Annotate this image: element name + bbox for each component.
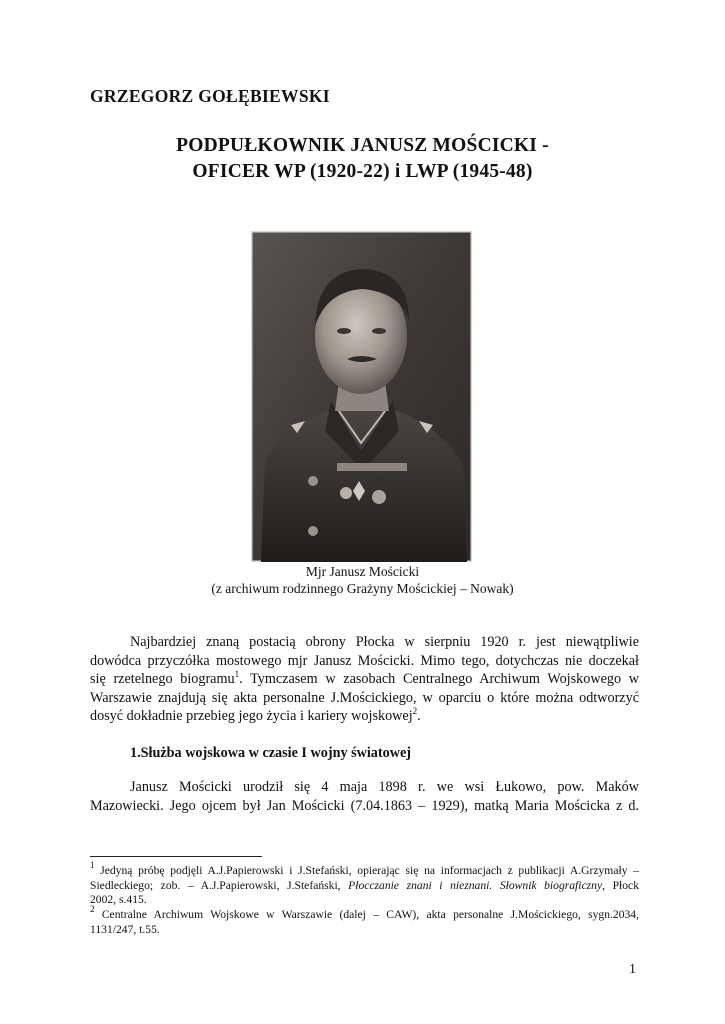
text-line: dowódca przyczółka mostowego mjr Janusz Mościcki. Mimo tego, dotychczas nie doczekał <box>90 652 639 669</box>
photo-caption-name: Mjr Janusz Mościcki <box>305 564 420 579</box>
text-fragment: Centralne Archiwum Wojskowe w Warszawie (dalej – CAW), akta personalne J.Mościckiego, sygn.2034, <box>101 908 639 921</box>
text-fragment: dosyć dokładnie przebieg jego życia i kariery wojskowej <box>90 708 413 725</box>
text-line: Najbardziej znaną postacią obrony Płocka w sierpniu 1920 r. jest niewątpliwie <box>130 634 639 650</box>
text-line: Mazowiecki. Jego ojcem był Jan Mościcki (7.04.1863 – 1929), matką Maria Mościcka z d. <box>90 797 639 814</box>
text-line: Warszawie znajdują się akta personalne J.Mościckiego, w oparciu o które można odtworzyć <box>90 689 639 706</box>
text-fragment: , Płock <box>602 878 639 892</box>
footnote-divider <box>90 856 262 857</box>
text-line <box>90 670 639 689</box>
text-line <box>90 860 639 879</box>
footnote-1 <box>90 860 639 908</box>
portrait-photo <box>251 231 472 562</box>
photo-caption-source: (z archiwum rodzinnego Grażyny Mościckiej – Nowak) <box>211 581 514 596</box>
author-name: GRZEGORZ GOŁĘBIEWSKI <box>90 86 330 106</box>
text-line <box>90 879 639 894</box>
text-fragment: Jedyną próbę podjęli A.J.Papierowski i J.Stefański, opierając się na informacjach z publikacji A.Grzymały – <box>100 864 639 877</box>
text-line: Janusz Mościcki urodził się 4 maja 1898 r. we wsi Łukowo, pow. Maków <box>130 779 639 795</box>
text-fragment: się rzetelnego biogramu <box>90 671 235 688</box>
footnote-number: 1 <box>90 860 95 870</box>
text-fragment: Siedleckiego; zob. – A.J.Papierowski, J.Stefański, <box>90 878 349 892</box>
portrait-photo-icon <box>251 231 472 562</box>
text-line: 1131/247, t.55. <box>90 922 160 936</box>
footnote-number: 2 <box>90 904 95 914</box>
text-fragment: . Tymczasem w zasobach Centralnego Archiwum Wojskowego w <box>239 671 639 688</box>
section-heading: 1.Służba wojskowa w czasie I wojny światowej <box>130 745 411 761</box>
paragraph-intro <box>90 633 639 726</box>
footnote-ref-1: 1 <box>234 669 240 680</box>
text-fragment: . <box>417 708 421 725</box>
footnote-ref-2: 2 <box>412 706 418 717</box>
title-line-2: OFICER WP (1920-22) i LWP (1945-48) <box>192 161 533 182</box>
paragraph-birth <box>90 778 639 815</box>
title-line-1: PODPUŁKOWNIK JANUSZ MOŚCICKI - <box>176 135 549 156</box>
text-line <box>90 904 639 923</box>
text-line: 2002, s.415. <box>90 893 147 907</box>
footnote-2 <box>90 904 639 937</box>
text-line <box>90 707 639 726</box>
page-number: 1 <box>629 962 636 977</box>
italic-title: Płocczanie znani i nieznani. Słownik biograficzny <box>348 878 603 892</box>
